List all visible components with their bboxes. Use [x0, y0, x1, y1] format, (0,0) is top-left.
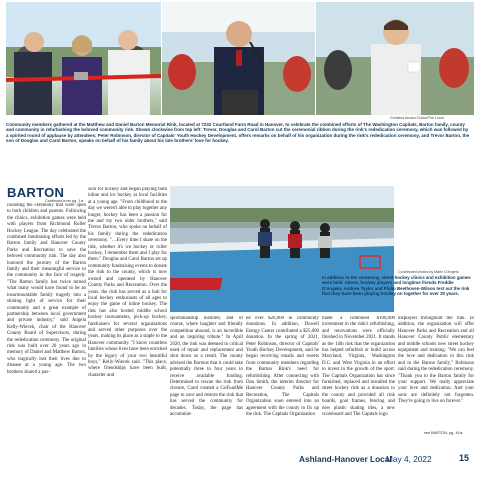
- article-column-1: [7, 203, 86, 453]
- article-column-3-text: sportsmanship instilled, and of course, where laughter and friendly competition abound, is an incredible and an inspiring tribute." In April 2020, the rink was deemed in critical need of repair and replacement and shut down as a result. The county advised the Bartons that it could take potentially three to four years to receive available funding. Determined to rescue the rink from closure, Carol created a GoFundMe page to save and restore the rink that has served the community for decades. Today, the page has accumulat-: [170, 316, 243, 418]
- continued-from-marker: Continued from pg. 1 ▸: [45, 199, 84, 203]
- article-column-5: [322, 316, 395, 453]
- right-photo-caption: In addition to the ceremony, street hockey clinics and exhibition games were held. Above, hockey players and longtime friends Freddie D'Angelo, Andrew Taylor and Philip Beethoven-Wilson test out the rink that they have been playing hockey on together for over 20 years.: [322, 275, 471, 296]
- article-headline: BARTON: [7, 185, 65, 200]
- article-column-4-text: ed over $20,000 in community donations. In addition, Dowell Energy Center contributed a $25,000 donation. In the spring of 2021, Peter Robinson, director of Capitals' Youth Hockey Development, said he began receiving emails and tweets from community members regarding the Barton Rink's need for refurbishing. After connecting with Dan Smith, the interim director for Hanover County Parks and Recreation, The Capitals Organization soon entered into an agreement with the county to fix up the rink. The Capitals Organization: [246, 316, 319, 418]
- main-photo-caption: Community members gathered at the Matthew and Daniel Barton Memorial Rink, located at 7232 Courtland Farm Road in Hanover, to celebrate the combined efforts of The Washington Capitals, Barton family, county and community in refurbishing the beloved community rink. Shown clockwise from top left: Trevor, Douglas and Carol Barton cut the ceremonial ribbon during the rink's rededication ceremony, which was followed by a spirited round of applause by attendees; Peter Robinson, director of Capitals' Youth Hockey Development, offers remarks on behalf of his organization during the rink's rededication ceremony, and Trevor Barton, the son of Douglas and Carol Barton, speaks on behalf of his family about his late brothers' love for hockey.: [6, 122, 470, 144]
- article-column-3: [170, 316, 243, 453]
- article-column-5-text: made a combined $100,000 investment in the rink's refurbishing, and renovations were officially finished in November 2021. It stands as the 14th rink that the organization has helped refurbish or build across Maryland, Virginia, Washington D.C. and West Virginia in an effort to invest in the growth of the sport. The Capitals Organization has since furnished, replaced and installed the street hockey rink as a donation to the county and provided all rink boards, goal frames, fencing and new plastic skating tiles, a new scoreboard and The Capitals logo: [322, 316, 395, 418]
- article-column-1-text: rounding the ceremony that were open to both children and parents. Following the clinics, exhibition games were held with players from Richmond Roller Hockey League. The day celebrated the combined fundraising efforts led by the Barton family and Hanover County Parks and Recreation to save the beloved community rink. The day also honored the journey of the Barton family and their meaningful service to the community in the face of tragedy. "The Barton family has twice turned what many would have found to be an insurmountable family tragedy into a shining light of service for their community and a great example of partnership between local government and private industry," said Angela Kelly-Wiecek, chair of the Hanover County Board of Supervisors, during the rededication ceremony. The original rink was built over 20 years ago in memory of Daniel and Matthew Barton, who tragically lost their lives due to disease at a young age. The two brothers shared a pas-: [7, 203, 86, 375]
- article-column-4: [246, 316, 319, 453]
- article-column-6: [398, 316, 474, 428]
- ribbon-cutting-scene: [6, 2, 161, 115]
- trevor-speaking-scene: [316, 2, 474, 115]
- footer-page-number: 15: [459, 453, 470, 463]
- see-continued-marker: see BARTON, pg. 16 ▸: [424, 431, 463, 435]
- right-photo-credit: Contributed photos by Marie D'Angelo: [398, 270, 459, 274]
- footer-date: May 4, 2022: [386, 454, 432, 464]
- top-photo-credit: Christina Amano Dolan/The Local: [390, 116, 444, 120]
- article-column-2: [88, 187, 167, 453]
- photo-robinson-speaking: [162, 2, 315, 115]
- photo-trevor-speaking: [316, 2, 474, 115]
- article-column-6-text: displayed throughout the rink. In addition, the organization will offer Hanover Parks and Recreation and all Hanover County Public elementary and middle schools new street hockey equipment and training. "We can feel the love and dedication to this rink and to the Barton family," Robinson said during the rededication ceremony. "Thank you to the Barton family for your support. We really appreciate your love and dedication. And your sons are definitely not forgotten. They're going to live on forever.": [398, 316, 474, 405]
- robinson-speaking-scene: [162, 2, 315, 115]
- footer-publication: Ashland-Hanover Local: [299, 454, 392, 464]
- article-column-2-text: sion for hockey and began playing both inline and ice hockey at local facilities at a young age. "From childhood to the day we weren't able to play together any longer, hockey has been a passion for me and my two older brothers," said Trevor Barton, who spoke on behalf of his family during the rededication ceremony. "…Every time I skate on the rink, whether it's ice hockey or roller hockey, I remember them and I play for them." Douglas and Carol Barton set up community fundraising events to donate the rink to the county, which is now owned and operated by Hanover County Parks and Recreation. Over the years, the rink has served as a hub for local hockey enthusiasts of all ages to enjoy the game of inline hockey. The rink has also hosted middle school hockey tournaments, pick-up hockey, fundraisers for several organizations and served other purposes over the years, making its place as a staple to the Hanover community. "I know countless families whose lives have been enriched by the legacy of your two beautiful boys," Kelly-Wiecek said. "This place, where friendships have been built, character and: [88, 187, 167, 378]
- photo-ribbon-cutting: [6, 2, 161, 115]
